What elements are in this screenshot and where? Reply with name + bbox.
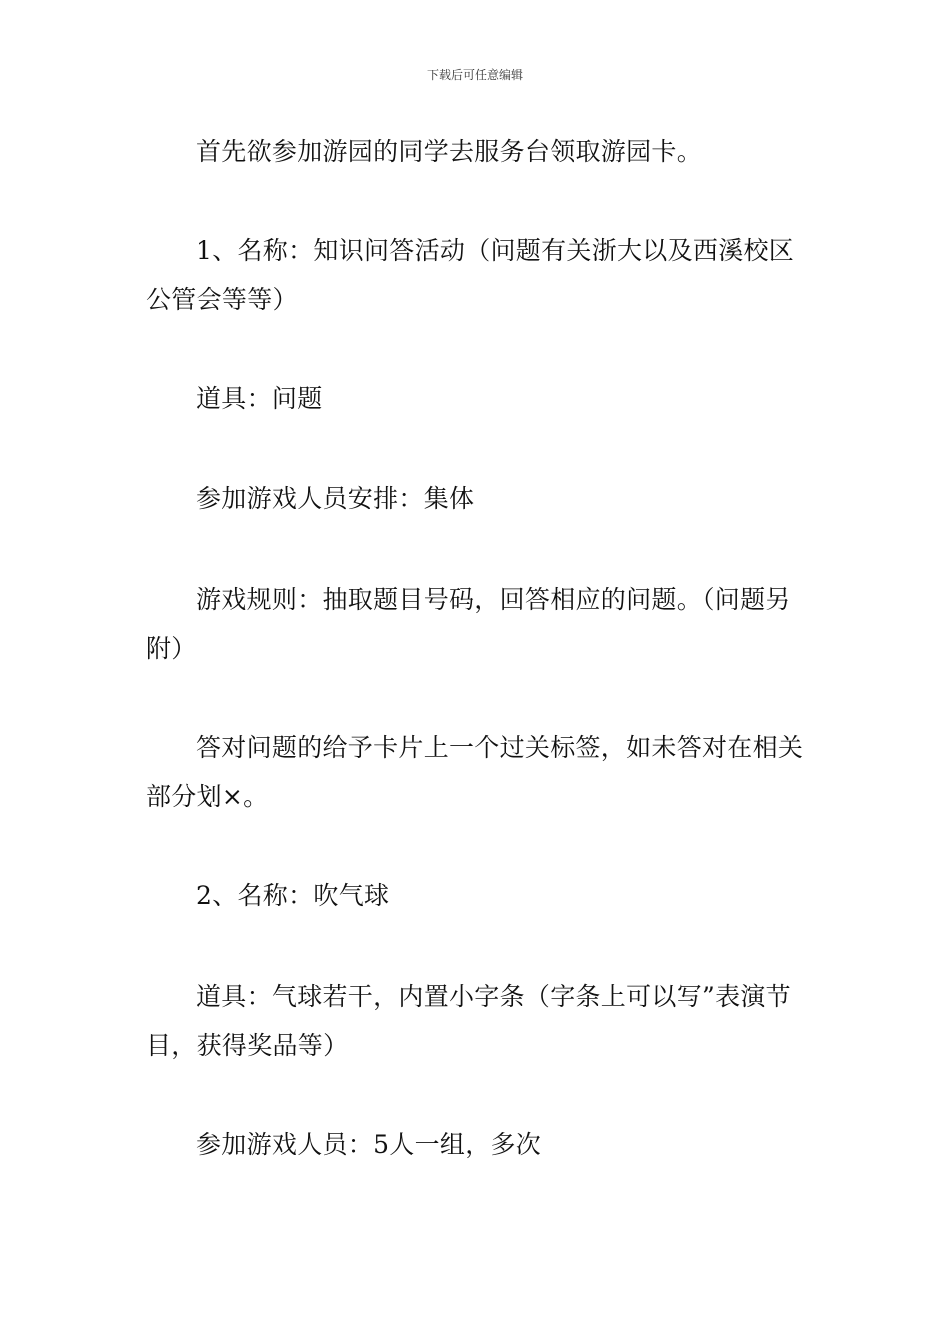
paragraph-intro: 首先欲参加游园的同学去服务台领取游园卡。	[196, 137, 703, 166]
paragraph-activity-2-participants: 参加游戏人员：5人一组，多次	[196, 1130, 542, 1159]
paragraph-activity-1-rules: 游戏规则：抽取题目号码，回答相应的问题。（问题另附）	[146, 585, 791, 663]
paragraph-activity-1-participants: 参加游戏人员安排：集体	[196, 484, 475, 513]
paragraph-activity-1-name: 1、名称：知识问答活动（问题有关浙大以及西溪校区公管会等等）	[146, 236, 795, 314]
page-header: 下载后可任意编辑	[426, 68, 523, 82]
paragraph-activity-1-props: 道具：问题	[196, 384, 323, 413]
paragraph-activity-1-reward: 答对问题的给予卡片上一个过关标签，如未答对在相关部分划×。	[146, 733, 804, 811]
paragraph-activity-2-props: 道具：气球若干，内置小字条（字条上可以写”表演节目，获得奖品等）	[146, 982, 791, 1060]
paragraph-activity-2-name: 2、名称：吹气球	[196, 881, 390, 910]
